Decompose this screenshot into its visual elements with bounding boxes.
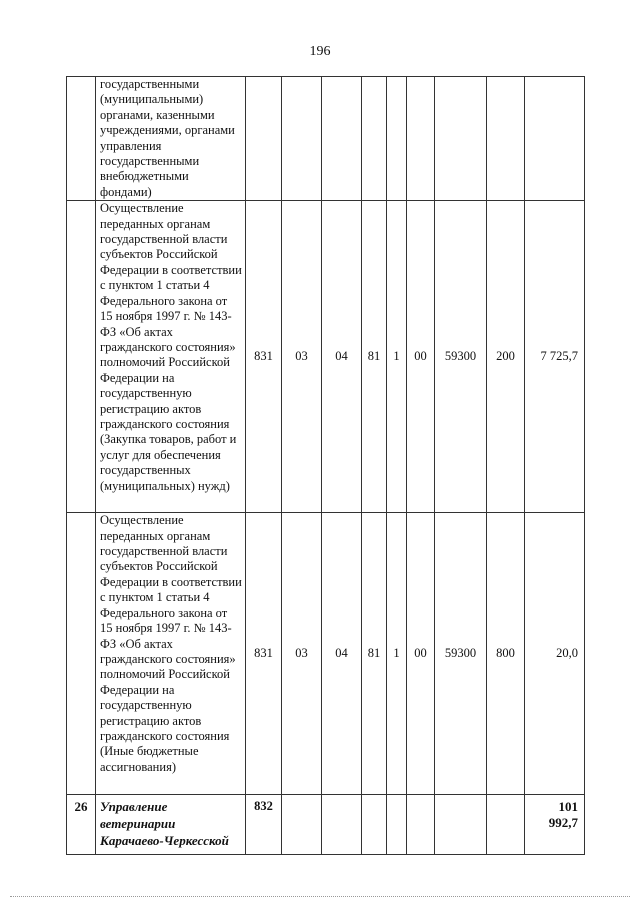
cell-rz: [282, 795, 322, 855]
page-number: 196: [309, 44, 331, 59]
cell-cs4: [435, 795, 487, 855]
row-name: Управление ветеринарии Карачаево-Черкесской: [96, 795, 246, 855]
cell-cs1: [362, 77, 387, 201]
cell-cs4: 59300: [435, 513, 487, 795]
cell-cs2: [387, 795, 407, 855]
table-row: [67, 513, 585, 795]
cell-pr: [322, 77, 362, 201]
row-name: государственными (муниципальными) органами, казенными учреждениями, органами управления государственными внебюджетными фондами): [96, 77, 246, 201]
table-row: [67, 201, 585, 513]
cell-pr: [322, 795, 362, 855]
budget-table: [66, 76, 585, 855]
cell-sum: 101 992,7: [525, 795, 585, 855]
cell-gr: [246, 77, 282, 201]
page-edge-divider: [10, 896, 630, 897]
cell-sum: 7 725,7: [525, 201, 585, 513]
cell-cs2: [387, 77, 407, 201]
cell-cs3: [407, 77, 435, 201]
cell-cs4: 59300: [435, 201, 487, 513]
cell-gr: 831: [246, 201, 282, 513]
cell-cs4: [435, 77, 487, 201]
cell-rz: 03: [282, 201, 322, 513]
cell-vr: [487, 77, 525, 201]
cell-sum: 20,0: [525, 513, 585, 795]
cell-pr: 04: [322, 201, 362, 513]
row-number: 26: [67, 795, 96, 855]
row-number: [67, 513, 96, 795]
cell-vr: 200: [487, 201, 525, 513]
row-number: [67, 77, 96, 201]
cell-rz: 03: [282, 513, 322, 795]
cell-cs3: 00: [407, 201, 435, 513]
cell-cs3: 00: [407, 513, 435, 795]
table-row: [67, 77, 585, 201]
cell-cs2: 1: [387, 513, 407, 795]
cell-sum: [525, 77, 585, 201]
cell-vr: [487, 795, 525, 855]
cell-cs2: 1: [387, 201, 407, 513]
cell-cs1: 81: [362, 513, 387, 795]
row-number: [67, 201, 96, 513]
cell-cs1: 81: [362, 201, 387, 513]
row-name: Осуществление переданных органам государственной власти субъектов Российской Федерации в соответствии с пунктом 1 статьи 4 Федерального закона от 15 ноября 1997 г. № 143-ФЗ «Об актах гражданского состояния» полномочий Российской Федерации на государственную регистрацию актов гражданского состояния (Закупка товаров, работ и услуг для обеспечения государственных (муниципальных) нужд): [96, 201, 246, 513]
row-name: Осуществление переданных органам государственной власти субъектов Российской Федерации в соответствии с пунктом 1 статьи 4 Федерального закона от 15 ноября 1997 г. № 143-ФЗ «Об актах гражданского состояния» полномочий Российской Федерации на государственную регистрацию актов гражданского состояния (Иные бюджетные ассигнования): [96, 513, 246, 795]
cell-pr: 04: [322, 513, 362, 795]
cell-vr: 800: [487, 513, 525, 795]
cell-cs3: [407, 795, 435, 855]
cell-cs1: [362, 795, 387, 855]
cell-gr: 832: [246, 795, 282, 855]
cell-rz: [282, 77, 322, 201]
cell-gr: 831: [246, 513, 282, 795]
table-row: [67, 795, 585, 855]
